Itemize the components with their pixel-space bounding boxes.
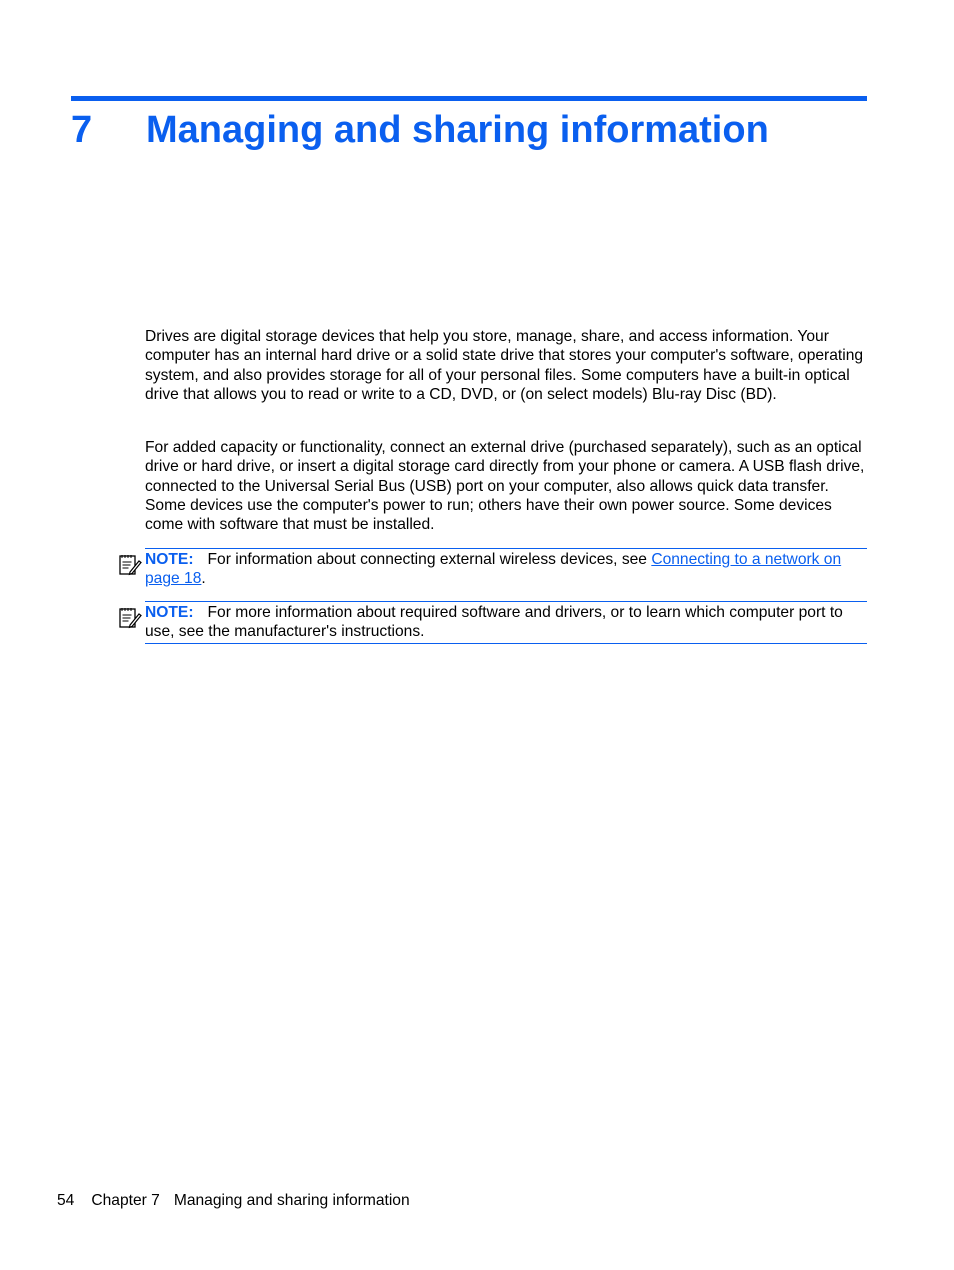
note-pad-icon bbox=[118, 552, 142, 576]
note-pad-icon bbox=[118, 605, 142, 629]
footer-chapter-label: Chapter 7 bbox=[91, 1192, 160, 1209]
note-box-2 bbox=[145, 601, 867, 644]
note-text: For information about connecting external wireless devices, see bbox=[207, 551, 652, 568]
chapter-number: 7 bbox=[71, 109, 93, 151]
note-label: NOTE: bbox=[145, 604, 194, 621]
note-label: NOTE: bbox=[145, 551, 194, 568]
paragraph-text: Drives are digital storage devices that help you store, manage, share, and access information. Your computer has an internal hard drive or a solid state drive that stores your computer's software, operating system, and also provides storage for all of your personal files. Some computers have a built-in optical drive that allows you to read or write to a CD, DVD, or (on select models) Blu-ray Disc (BD). bbox=[145, 328, 864, 403]
page-number: 54 bbox=[57, 1192, 75, 1209]
note-box-1 bbox=[145, 548, 867, 590]
note-text: For more information about required software and drivers, or to learn which computer port to use, see the manufacturer's instructions. bbox=[145, 604, 843, 641]
footer-chapter-title: Managing and sharing information bbox=[173, 1192, 410, 1209]
paragraph-text: For added capacity or functionality, connect an external drive (purchased separately), such as an optical drive or hard drive, or insert a digital storage card directly from your phone or camera. A USB flash drive, connected to the Universal Serial Bus (USB) port on your computer, also allows quick data transfer. Some devices use the computer's power to run; others have their own power source. Some devices come with software that must be installed. bbox=[145, 439, 865, 534]
body-paragraph-2 bbox=[145, 438, 867, 534]
body-paragraph-1 bbox=[145, 327, 867, 404]
note-text-end: . bbox=[201, 570, 206, 588]
page-footer bbox=[57, 1191, 427, 1211]
connecting-to-network-link[interactable]: Connecting to a network on page 18 bbox=[145, 551, 842, 588]
chapter-top-rule bbox=[71, 96, 867, 101]
chapter-title: Managing and sharing information bbox=[146, 109, 769, 151]
